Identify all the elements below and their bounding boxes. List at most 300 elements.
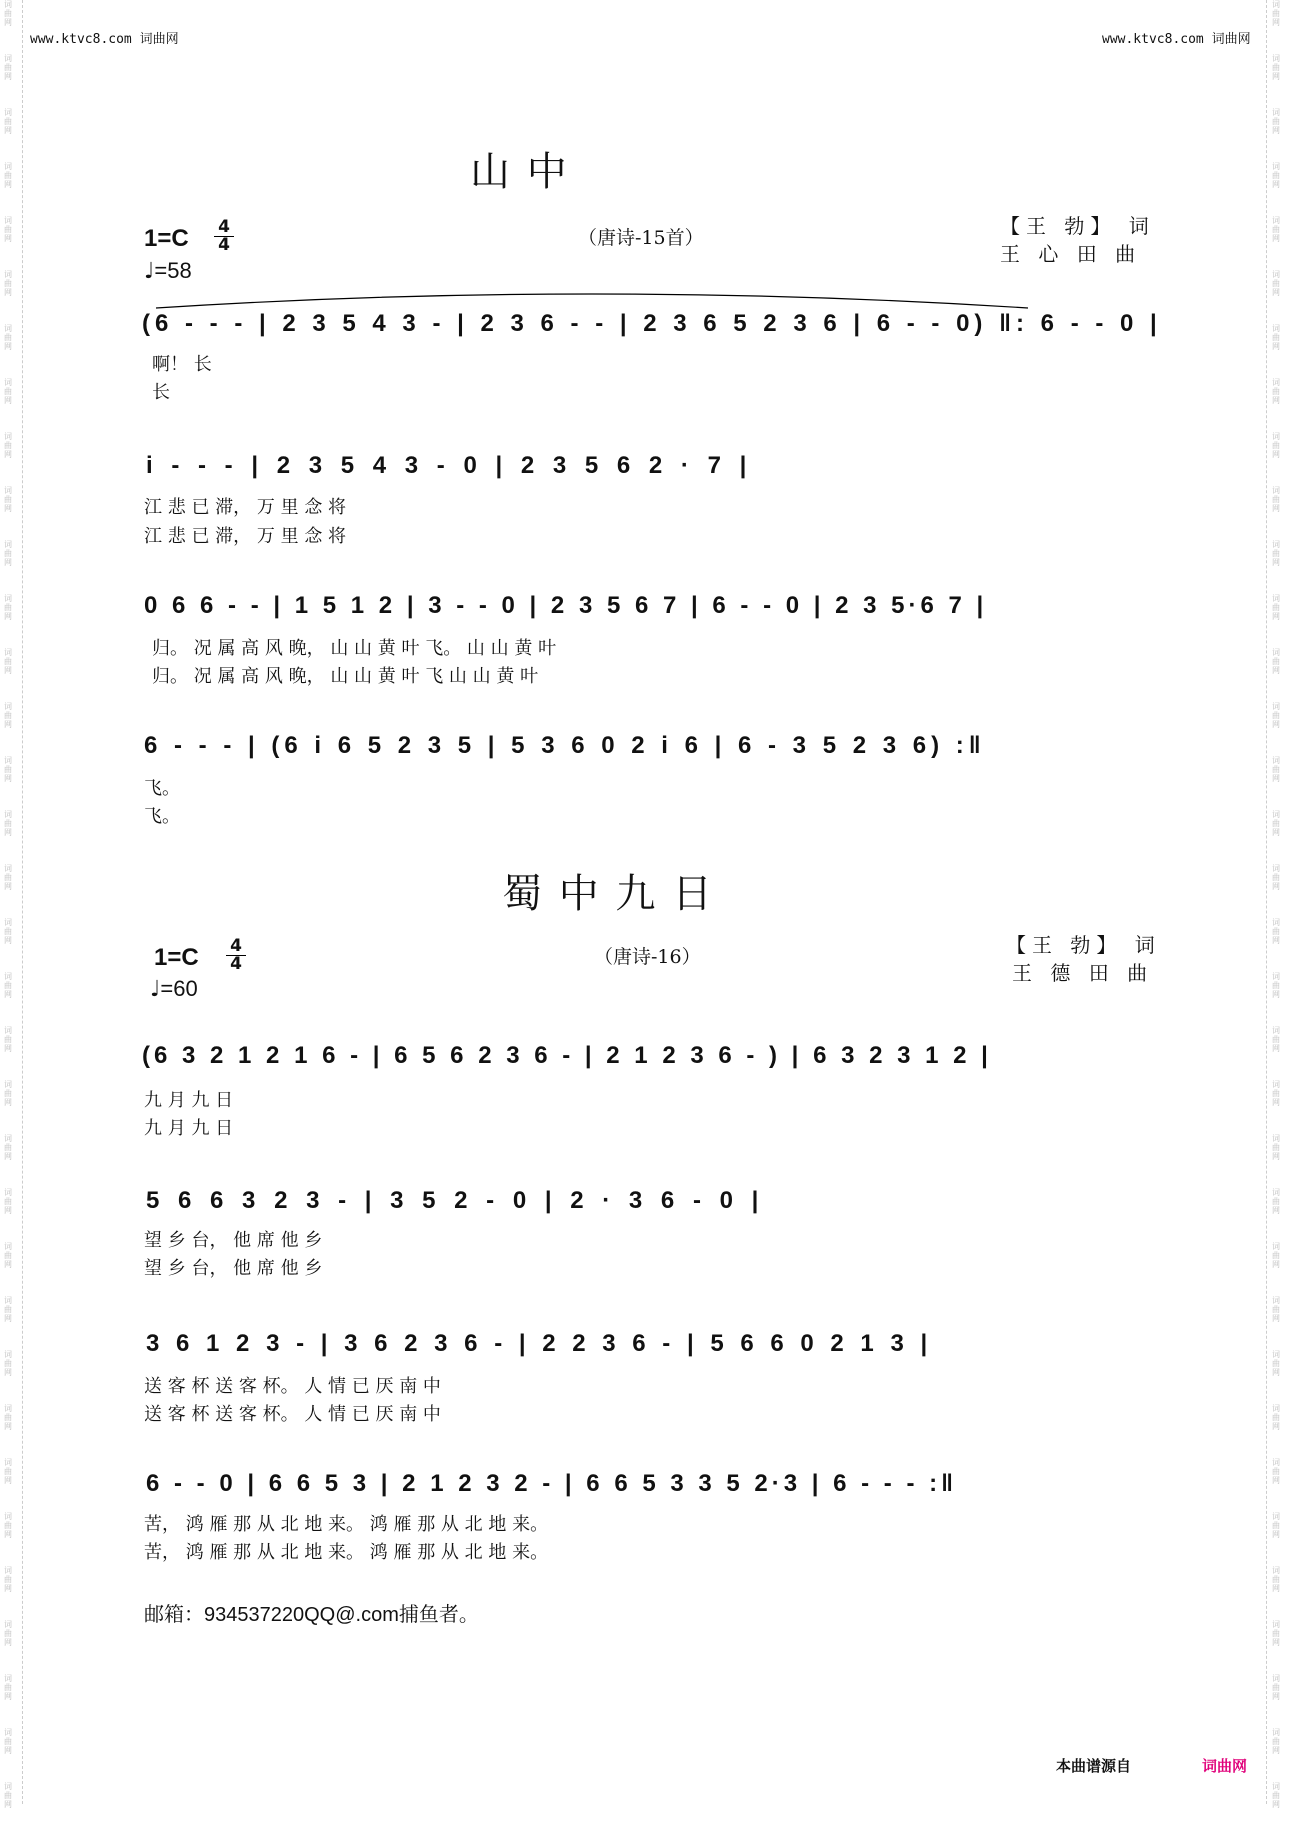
watermark-glyph: 网: [1272, 234, 1280, 243]
watermark-glyph: 网: [4, 1368, 12, 1377]
watermark-gap: [4, 783, 20, 810]
watermark-glyph: 曲: [1272, 1035, 1280, 1044]
watermark-glyph: 曲: [1272, 333, 1280, 342]
tempo-marking: [144, 258, 192, 284]
watermark-glyph: 曲: [1272, 1629, 1280, 1638]
watermark-gap: [4, 1053, 20, 1080]
watermark-glyph: 词: [4, 1620, 12, 1629]
time-signature-top: 4: [218, 217, 230, 237]
key-signature: 1=C: [144, 225, 189, 252]
watermark-glyph: 网: [1272, 558, 1280, 567]
watermark-glyph: 词: [4, 1782, 12, 1791]
watermark-gap: [4, 297, 20, 324]
watermark-glyph: 曲: [4, 1521, 12, 1530]
watermark-glyph: 网: [1272, 1260, 1280, 1269]
watermark-gap: [4, 1377, 20, 1404]
watermark-gap: [1272, 1593, 1288, 1620]
watermark-glyph: 曲: [1272, 495, 1280, 504]
watermark-gap: [4, 1809, 20, 1836]
watermark-glyph: 网: [4, 666, 12, 675]
watermark-glyph: 曲: [1272, 387, 1280, 396]
watermark-gap: [4, 837, 20, 864]
watermark-glyph: 网: [4, 1152, 12, 1161]
watermark-gap: [4, 1215, 20, 1242]
watermark-glyph: 曲: [4, 117, 12, 126]
watermark-gap: [1272, 405, 1288, 432]
watermark-gap: [4, 999, 20, 1026]
watermark-glyph: 词: [4, 648, 12, 657]
watermark-gap: [1272, 729, 1288, 756]
watermark-glyph: 词: [1272, 1674, 1280, 1683]
key-signature: 1=C: [154, 944, 199, 971]
watermark-gap: [1272, 1485, 1288, 1512]
watermark-glyph: 词: [1272, 1080, 1280, 1089]
right-watermark-column: [1272, 0, 1288, 1809]
notation-line: 6 - - - | (6 i 6 5 2 3 5 | 5 3 6 0 2 i 6 | 6 - 3 5 2 3 6) :‖: [144, 732, 986, 759]
tempo-marking: [150, 976, 198, 1002]
lyrics-verse-2: 江 悲 已 滞， 万 里 念 将: [144, 526, 347, 547]
watermark-glyph: 曲: [1272, 1683, 1280, 1692]
watermark-gap: [1272, 135, 1288, 162]
watermark-glyph: 曲: [1272, 1251, 1280, 1260]
watermark-glyph: 网: [1272, 1530, 1280, 1539]
watermark-glyph: 词: [4, 216, 12, 225]
watermark-glyph: 网: [1272, 18, 1280, 27]
time-signature-top: 4: [230, 936, 242, 956]
watermark-glyph: 曲: [4, 1791, 12, 1800]
tempo-value: =60: [160, 976, 198, 1001]
watermark-glyph: 曲: [1272, 1413, 1280, 1422]
watermark-glyph: 曲: [4, 225, 12, 234]
watermark-glyph: 词: [1272, 972, 1280, 981]
watermark-glyph: 网: [1272, 1476, 1280, 1485]
watermark-gap: [1272, 675, 1288, 702]
email-note: 邮箱：934537220QQ@.com捕鱼者。: [144, 1604, 479, 1626]
watermark-glyph: 网: [4, 1692, 12, 1701]
watermark-glyph: 曲: [4, 495, 12, 504]
watermark-glyph: 词: [4, 486, 12, 495]
watermark-glyph: 网: [1272, 1584, 1280, 1593]
watermark-glyph: 网: [1272, 1314, 1280, 1323]
watermark-glyph: 曲: [1272, 1359, 1280, 1368]
watermark-gap: [1272, 1701, 1288, 1728]
watermark-glyph: 词: [4, 810, 12, 819]
watermark-glyph: 曲: [1272, 1521, 1280, 1530]
watermark-glyph: 曲: [4, 387, 12, 396]
watermark-gap: [4, 405, 20, 432]
watermark-glyph: 网: [4, 1098, 12, 1107]
watermark-glyph: 词: [1272, 594, 1280, 603]
watermark-gap: [4, 1485, 20, 1512]
watermark-glyph: 词: [1272, 378, 1280, 387]
watermark-glyph: 词: [1272, 486, 1280, 495]
watermark-glyph: 网: [4, 558, 12, 567]
watermark-gap: [4, 1593, 20, 1620]
watermark-glyph: 词: [1272, 1782, 1280, 1791]
right-margin-line: [1266, 0, 1267, 1804]
watermark-glyph: 曲: [1272, 819, 1280, 828]
watermark-gap: [1272, 1107, 1288, 1134]
lyrics-verse-2: 苦， 鸿 雁 那 从 北 地 来。 鸿 雁 那 从 北 地 来。: [144, 1542, 549, 1563]
watermark-gap: [4, 27, 20, 54]
watermark-gap: [4, 1431, 20, 1458]
watermark-glyph: 词: [1272, 1512, 1280, 1521]
watermark-glyph: 曲: [4, 1197, 12, 1206]
watermark-glyph: 曲: [1272, 1197, 1280, 1206]
watermark-glyph: 曲: [4, 819, 12, 828]
watermark-gap: [1272, 1377, 1288, 1404]
watermark-glyph: 曲: [4, 927, 12, 936]
time-signature-bottom: 4: [226, 955, 246, 973]
watermark-glyph: 曲: [4, 279, 12, 288]
watermark-glyph: 曲: [1272, 117, 1280, 126]
lyrics-verse-1: 归。 况 属 高 风 晚， 山 山 黄 叶 飞。 山 山 黄 叶: [152, 638, 557, 659]
watermark-glyph: 词: [4, 270, 12, 279]
watermark-glyph: 词: [4, 1134, 12, 1143]
watermark-glyph: 曲: [4, 441, 12, 450]
watermark-glyph: 网: [4, 1260, 12, 1269]
watermark-glyph: 曲: [4, 1629, 12, 1638]
watermark-glyph: 网: [4, 180, 12, 189]
watermark-glyph: 网: [1272, 1746, 1280, 1755]
watermark-glyph: 网: [4, 126, 12, 135]
watermark-glyph: 曲: [4, 1467, 12, 1476]
watermark-glyph: 词: [1272, 1566, 1280, 1575]
watermark-glyph: 词: [1272, 648, 1280, 657]
watermark-glyph: 曲: [4, 711, 12, 720]
watermark-glyph: 网: [4, 234, 12, 243]
watermark-gap: [4, 891, 20, 918]
watermark-glyph: 词: [1272, 270, 1280, 279]
watermark-glyph: 词: [4, 702, 12, 711]
watermark-gap: [4, 1647, 20, 1674]
time-signature-bottom: 4: [214, 236, 234, 254]
watermark-glyph: 曲: [4, 1683, 12, 1692]
watermark-glyph: 网: [4, 1746, 12, 1755]
watermark-glyph: 词: [4, 324, 12, 333]
quarter-note-icon: ♩: [144, 259, 155, 284]
watermark-glyph: 曲: [1272, 279, 1280, 288]
watermark-glyph: 词: [1272, 54, 1280, 63]
watermark-glyph: 词: [1272, 1404, 1280, 1413]
watermark-glyph: 词: [1272, 324, 1280, 333]
watermark-gap: [1272, 999, 1288, 1026]
time-signature: [214, 219, 234, 254]
watermark-glyph: 曲: [1272, 9, 1280, 18]
song-subtitle: （唐诗-15首）: [578, 227, 704, 249]
header-left-url[interactable]: www.ktvc8.com 词曲网: [30, 32, 179, 47]
watermark-glyph: 曲: [4, 549, 12, 558]
watermark-glyph: 词: [4, 1728, 12, 1737]
notation-line: 6 - - 0 | 6 6 5 3 | 2 1 2 3 2 - | 6 6 5 3 3 5 2·3 | 6 - - - :‖: [146, 1470, 958, 1497]
lyrics-verse-1: 江 悲 已 滞， 万 里 念 将: [144, 497, 347, 518]
watermark-gap: [1272, 567, 1288, 594]
watermark-gap: [1272, 945, 1288, 972]
watermark-gap: [1272, 1431, 1288, 1458]
watermark-glyph: 曲: [4, 765, 12, 774]
watermark-glyph: 词: [4, 378, 12, 387]
watermark-glyph: 词: [1272, 1188, 1280, 1197]
lyrics-verse-2: 九 月 九 日: [144, 1118, 234, 1139]
watermark-glyph: 曲: [1272, 765, 1280, 774]
watermark-glyph: 网: [4, 504, 12, 513]
watermark-glyph: 网: [4, 1422, 12, 1431]
watermark-glyph: 曲: [1272, 1737, 1280, 1746]
watermark-glyph: 曲: [1272, 1467, 1280, 1476]
watermark-glyph: 网: [4, 720, 12, 729]
watermark-gap: [1272, 1161, 1288, 1188]
watermark-glyph: 曲: [1272, 171, 1280, 180]
watermark-glyph: 网: [1272, 342, 1280, 351]
watermark-glyph: 网: [1272, 828, 1280, 837]
watermark-glyph: 词: [1272, 756, 1280, 765]
quarter-note-icon: ♩: [150, 977, 161, 1002]
watermark-glyph: 曲: [4, 171, 12, 180]
watermark-glyph: 网: [4, 990, 12, 999]
watermark-glyph: 词: [4, 54, 12, 63]
watermark-gap: [1272, 27, 1288, 54]
watermark-glyph: 网: [4, 936, 12, 945]
lyrics-verse-1: 送 客 杯 送 客 杯。 人 情 已 厌 南 中: [144, 1376, 441, 1397]
watermark-glyph: 网: [1272, 1152, 1280, 1161]
lyrics-verse-1: 苦， 鸿 雁 那 从 北 地 来。 鸿 雁 那 从 北 地 来。: [144, 1514, 549, 1535]
watermark-glyph: 网: [1272, 882, 1280, 891]
watermark-glyph: 曲: [1272, 1575, 1280, 1584]
watermark-glyph: 网: [4, 342, 12, 351]
notation-line: (6 - - - | 2 3 5 4 3 - | 2 3 6 - - | 2 3 6 5 2 3 6 | 6 - - 0) ‖: 6 - - 0 |: [142, 310, 1162, 337]
watermark-gap: [4, 459, 20, 486]
watermark-glyph: 词: [4, 1350, 12, 1359]
watermark-glyph: 词: [4, 1404, 12, 1413]
watermark-glyph: 词: [4, 864, 12, 873]
watermark-glyph: 网: [1272, 1692, 1280, 1701]
watermark-gap: [4, 1107, 20, 1134]
watermark-glyph: 网: [1272, 504, 1280, 513]
lyrics-verse-1: 九 月 九 日: [144, 1090, 234, 1111]
watermark-gap: [1272, 1269, 1288, 1296]
source-site-link[interactable]: 词曲网: [1202, 1757, 1248, 1775]
watermark-glyph: 网: [4, 72, 12, 81]
watermark-glyph: 词: [4, 756, 12, 765]
watermark-gap: [4, 1755, 20, 1782]
watermark-glyph: 词: [1272, 864, 1280, 873]
watermark-gap: [4, 1161, 20, 1188]
notation-line: 3 6 1 2 3 - | 3 6 2 3 6 - | 2 2 3 6 - | 5 6 6 0 2 1 3 |: [146, 1330, 933, 1357]
watermark-glyph: 词: [4, 162, 12, 171]
watermark-glyph: 网: [4, 1206, 12, 1215]
watermark-glyph: 曲: [4, 9, 12, 18]
watermark-gap: [4, 135, 20, 162]
watermark-glyph: 曲: [4, 333, 12, 342]
watermark-glyph: 曲: [1272, 873, 1280, 882]
watermark-glyph: 网: [4, 828, 12, 837]
watermark-glyph: 曲: [4, 873, 12, 882]
watermark-gap: [4, 1323, 20, 1350]
watermark-gap: [1272, 837, 1288, 864]
watermark-glyph: 网: [1272, 1098, 1280, 1107]
composer-credit: 王 德 田 曲: [1012, 961, 1154, 985]
watermark-glyph: 网: [1272, 1638, 1280, 1647]
watermark-glyph: 词: [1272, 1296, 1280, 1305]
watermark-glyph: 曲: [1272, 225, 1280, 234]
watermark-gap: [1272, 189, 1288, 216]
watermark-glyph: 网: [1272, 1422, 1280, 1431]
watermark-glyph: 词: [4, 1566, 12, 1575]
time-signature: [226, 938, 246, 973]
watermark-glyph: 词: [4, 1242, 12, 1251]
watermark-glyph: 网: [1272, 1368, 1280, 1377]
watermark-glyph: 网: [1272, 1206, 1280, 1215]
watermark-glyph: 词: [4, 540, 12, 549]
watermark-gap: [4, 675, 20, 702]
watermark-glyph: 词: [1272, 1350, 1280, 1359]
watermark-glyph: 词: [4, 1080, 12, 1089]
watermark-gap: [4, 729, 20, 756]
watermark-gap: [1272, 1755, 1288, 1782]
watermark-glyph: 网: [4, 1584, 12, 1593]
watermark-gap: [4, 1539, 20, 1566]
watermark-glyph: 词: [1272, 108, 1280, 117]
song-subtitle: （唐诗-16）: [594, 946, 701, 968]
watermark-glyph: 曲: [1272, 1143, 1280, 1152]
watermark-glyph: 曲: [4, 1251, 12, 1260]
notation-line: (6 3 2 1 2 1 6 - | 6 5 6 2 3 6 - | 2 1 2 3 6 - ) | 6 3 2 3 1 2 |: [142, 1042, 992, 1069]
watermark-glyph: 词: [1272, 1620, 1280, 1629]
watermark-glyph: 曲: [1272, 927, 1280, 936]
watermark-glyph: 网: [1272, 450, 1280, 459]
watermark-glyph: 曲: [1272, 63, 1280, 72]
watermark-glyph: 词: [4, 108, 12, 117]
lyrics-verse-2: 归。 况 属 高 风 晚， 山 山 黄 叶 飞 山 山 黄 叶: [152, 666, 539, 687]
watermark-gap: [4, 351, 20, 378]
watermark-glyph: 网: [1272, 288, 1280, 297]
song-title: 蜀 中 九 日: [502, 871, 715, 917]
watermark-glyph: 曲: [1272, 1791, 1280, 1800]
watermark-glyph: 曲: [1272, 711, 1280, 720]
watermark-glyph: 网: [1272, 774, 1280, 783]
lyrics-verse-1: 望 乡 台， 他 席 他 乡: [144, 1230, 323, 1251]
watermark-gap: [4, 567, 20, 594]
watermark-glyph: 网: [4, 1476, 12, 1485]
watermark-glyph: 网: [4, 1638, 12, 1647]
notation-line: 5 6 6 3 2 3 - | 3 5 2 - 0 | 2 · 3 6 - 0 |: [146, 1187, 765, 1214]
watermark-glyph: 网: [4, 612, 12, 621]
watermark-gap: [4, 621, 20, 648]
watermark-glyph: 词: [1272, 1026, 1280, 1035]
watermark-glyph: 词: [1272, 810, 1280, 819]
watermark-glyph: 网: [1272, 72, 1280, 81]
watermark-glyph: 网: [1272, 1044, 1280, 1053]
watermark-glyph: 网: [4, 450, 12, 459]
watermark-glyph: 曲: [4, 1143, 12, 1152]
watermark-gap: [4, 1269, 20, 1296]
watermark-glyph: 曲: [1272, 1305, 1280, 1314]
watermark-glyph: 曲: [4, 1089, 12, 1098]
watermark-glyph: 网: [4, 1530, 12, 1539]
source-label: 本曲谱源自: [1056, 1757, 1132, 1775]
watermark-glyph: 曲: [1272, 657, 1280, 666]
watermark-glyph: 网: [1272, 936, 1280, 945]
watermark-glyph: 词: [1272, 540, 1280, 549]
watermark-glyph: 网: [1272, 612, 1280, 621]
watermark-gap: [1272, 1647, 1288, 1674]
watermark-glyph: 网: [4, 774, 12, 783]
watermark-gap: [1272, 1215, 1288, 1242]
watermark-glyph: 曲: [4, 603, 12, 612]
watermark-gap: [1272, 891, 1288, 918]
watermark-glyph: 曲: [1272, 981, 1280, 990]
song-title: 山 中: [470, 149, 569, 195]
watermark-glyph: 网: [1272, 990, 1280, 999]
watermark-glyph: 词: [4, 1458, 12, 1467]
watermark-gap: [1272, 1539, 1288, 1566]
watermark-glyph: 词: [4, 432, 12, 441]
watermark-glyph: 网: [4, 1314, 12, 1323]
watermark-glyph: 曲: [4, 1737, 12, 1746]
watermark-gap: [1272, 81, 1288, 108]
watermark-gap: [1272, 1809, 1288, 1836]
lyrics-verse-1: 飞。: [144, 778, 180, 799]
watermark-glyph: 网: [4, 882, 12, 891]
watermark-glyph: 词: [1272, 432, 1280, 441]
watermark-glyph: 网: [4, 1044, 12, 1053]
watermark-gap: [1272, 783, 1288, 810]
watermark-glyph: 曲: [1272, 549, 1280, 558]
lyrics-verse-2: 长: [152, 382, 170, 403]
watermark-glyph: 词: [4, 594, 12, 603]
watermark-glyph: 词: [1272, 0, 1280, 9]
watermark-glyph: 词: [1272, 918, 1280, 927]
watermark-glyph: 词: [4, 1188, 12, 1197]
watermark-glyph: 曲: [1272, 603, 1280, 612]
watermark-gap: [1272, 513, 1288, 540]
watermark-gap: [1272, 621, 1288, 648]
composer-credit: 王 心 田 曲: [1000, 242, 1142, 266]
watermark-glyph: 词: [4, 1296, 12, 1305]
notation-line: 0 6 6 - - | 1 5 1 2 | 3 - - 0 | 2 3 5 6 7 | 6 - - 0 | 2 3 5·6 7 |: [144, 592, 988, 619]
watermark-glyph: 曲: [1272, 1089, 1280, 1098]
watermark-glyph: 曲: [4, 1413, 12, 1422]
watermark-glyph: 网: [4, 18, 12, 27]
watermark-glyph: 网: [1272, 666, 1280, 675]
watermark-glyph: 词: [1272, 162, 1280, 171]
watermark-glyph: 曲: [4, 981, 12, 990]
watermark-glyph: 词: [4, 0, 12, 9]
watermark-glyph: 词: [4, 1512, 12, 1521]
watermark-glyph: 词: [1272, 216, 1280, 225]
watermark-glyph: 网: [4, 396, 12, 405]
header-right-url[interactable]: www.ktvc8.com 词曲网: [1102, 32, 1251, 47]
watermark-gap: [1272, 297, 1288, 324]
notation-line: i - - - | 2 3 5 4 3 - 0 | 2 3 5 6 2 · 7 |: [146, 452, 753, 479]
watermark-glyph: 曲: [4, 1575, 12, 1584]
watermark-glyph: 网: [1272, 1800, 1280, 1809]
left-watermark-column: [4, 0, 20, 1809]
watermark-glyph: 词: [1272, 1242, 1280, 1251]
watermark-glyph: 词: [4, 972, 12, 981]
watermark-glyph: 词: [1272, 702, 1280, 711]
watermark-glyph: 曲: [4, 657, 12, 666]
watermark-glyph: 词: [4, 1674, 12, 1683]
watermark-glyph: 曲: [4, 63, 12, 72]
watermark-glyph: 曲: [4, 1305, 12, 1314]
watermark-glyph: 网: [1272, 396, 1280, 405]
watermark-gap: [4, 513, 20, 540]
watermark-gap: [1272, 1323, 1288, 1350]
watermark-glyph: 词: [1272, 1728, 1280, 1737]
watermark-gap: [4, 243, 20, 270]
slur: [152, 288, 1032, 310]
